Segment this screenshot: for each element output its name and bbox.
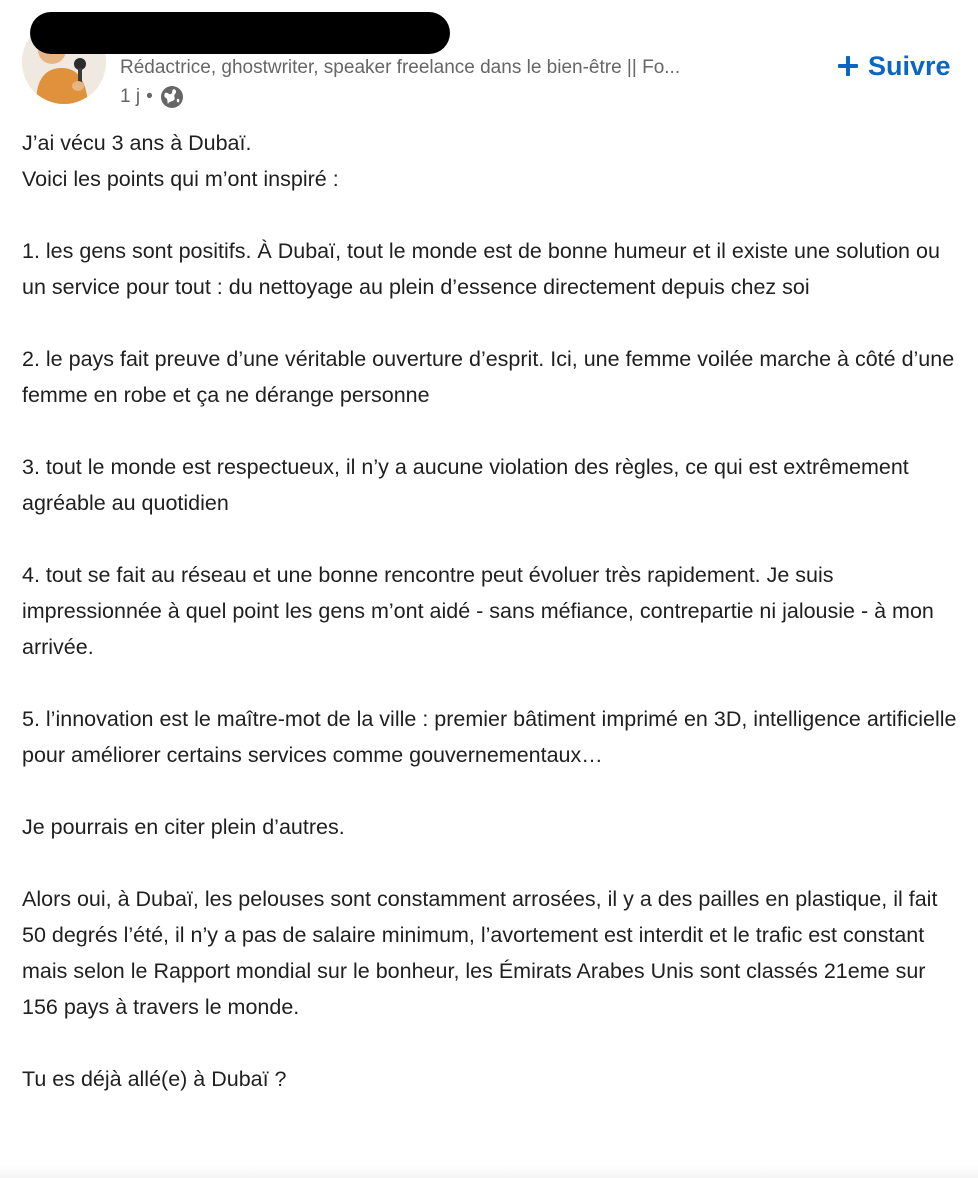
post-intro: J’ai vécu 3 ans à Dubaï. Voici les points qui m’ont inspiré : (22, 131, 339, 191)
follow-button[interactable] (836, 46, 951, 86)
redacted-author-name (30, 12, 450, 54)
post-more: Je pourrais en citer plein d’autres. (22, 815, 345, 839)
post-header (0, 0, 978, 120)
post-point-1: 1. les gens sont positifs. À Dubaï, tout le monde est de bonne humeur et il existe une solution ou un service pour tout : du nettoyage au plein d’essence directement depuis chez soi (22, 239, 940, 299)
author-headline: Rédactrice, ghostwriter, speaker freelance dans le bien-être || Fo... (120, 57, 681, 78)
post-time[interactable]: 1 j (120, 86, 141, 107)
post-question: Tu es déjà allé(e) à Dubaï ? (22, 1067, 287, 1091)
follow-button-label: Suivre (868, 50, 951, 81)
globe-icon (159, 84, 185, 110)
post-conclusion: Alors oui, à Dubaï, les pelouses sont constamment arrosées, il y a des pailles en plastique, il fait 50 degrés l’été, il n’y a pas de salaire minimum, l’avortement est interdit et le trafic est constant mais selon le Rapport mondial sur le bonheur, les Émirats Arabes Unis sont classés 21eme sur 156 pays à travers le monde. (22, 887, 938, 1019)
post-point-5: 5. l’innovation est le maître-mot de la ville : premier bâtiment imprimé en 3D, intelligence artificielle pour améliorer certains services comme gouvernementaux… (22, 707, 957, 767)
post-point-2: 2. le pays fait preuve d’une véritable ouverture d’esprit. Ici, une femme voilée marche à côté d’une femme en robe et ça ne dérange personne (22, 347, 955, 407)
plus-icon (836, 54, 860, 78)
post-body (22, 125, 967, 1133)
post-meta (120, 84, 185, 110)
post-point-3: 3. tout le monde est respectueux, il n’y a aucune violation des règles, ce qui est extrêmement agréable au quotidien (22, 455, 909, 515)
meta-separator: • (146, 86, 153, 107)
post-point-4: 4. tout se fait au réseau et une bonne rencontre peut évoluer très rapidement. Je suis impressionnée à quel point les gens m’ont aidé - sans méfiance, contrepartie ni jalousie - à mon arrivée. (22, 563, 934, 659)
bottom-fade (0, 1164, 978, 1178)
